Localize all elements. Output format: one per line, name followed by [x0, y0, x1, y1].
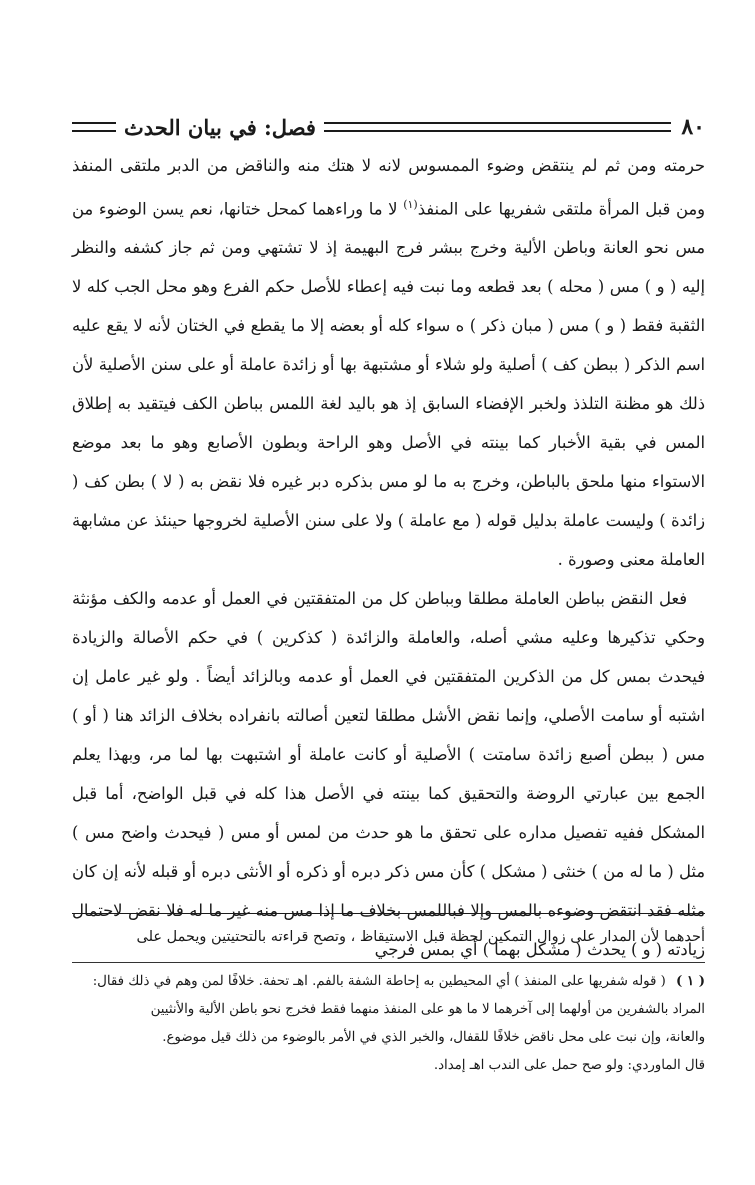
footnote-1-line-3: والعانة، وإن نبت على محل ناقض خلافًا للقفال، والخبر الذي في الأمر بالوضوء من ذلك قيل موضوع. [162, 1030, 705, 1045]
paragraph-1-line-2b: لا ما وراءهما كمحل ختانها، نعم يسن [152, 199, 404, 219]
footnote-reference[interactable]: (١) [403, 198, 418, 211]
paragraph-1-line-2a: ومن قبل المرأة ملتقى شفريها على المنفذ [417, 199, 706, 219]
page-header [72, 112, 705, 142]
chapter-title: فصل: في بيان الحدث [124, 114, 316, 140]
paragraph-1 [72, 146, 705, 579]
paragraph-1-rest: الوضوء من مس نحو العانة وباطن الألية وخرج ببشر فرج البهيمة إذ لا تشتهي ومن ثم جاز كشفه والنظر إليه ( و ) مس ( محله ) بعد قطعه وما نبت فيه إعطاء للأصل حكم الفرع وهو محل الجب كله لا الثقبة فقط ( و ) مس ( مبان ذكر ) ه سواء كله أو بعضه إلا ما يقطع في الختان لأنه لا يقع عليه اسم الذكر ( ببطن كف ) أصلية ولو شلاء أو مشتبهة بها أو زائدة عاملة أو على سنن الأصلية لأن ذلك هو مظنة التلذذ ولخبر الإفضاء السابق إذ هو باليد لغة اللمس بباطن الكف فيتقيد به إطلاق المس في بقية الأخبار كما بينته في الأصل وهو الراحة وبطون الأصابع وهو ما بعد موضع الاستواء منها ملحق بالباطن، وخرج به ما لو مس بذكره دبر غيره فلا نقض به ( لا ) بطن كف ( زائدة ) وليست عاملة بدليل قوله ( مع عاملة ) ولا على سنن الأصلية لخروجها حينئذ عن مشابهة العاملة معنى وصورة . [72, 199, 705, 570]
commentary-continuation: أحدهما لأن المدار على زوال التمكين لحظة قبل الاستيقاظ ، وتصح قراءته بالتحتيتين ويحمل على [136, 929, 705, 945]
footnotes [72, 968, 705, 1080]
header-rule-left [72, 122, 116, 132]
main-text-divider [72, 913, 705, 914]
footnote-1-line-1: ( قوله شفريها على المنفذ ) أي المحيطين به إحاطة الشفة بالفم. اهـ تحفة. خلافًا لمن وهم في ذلك فقال: [92, 974, 666, 989]
footnote-1-line-2: المراد بالشفرين من أولهما إلى آخرهما لا ما هو على المنفذ منهما فقط فخرج نحو باطن الألية والأنثيين [150, 1002, 705, 1017]
footnote-number: ( ١ ) [676, 974, 705, 989]
footnote-1 [72, 968, 705, 996]
paragraph-1-line-1: حرمته ومن ثم لم ينتقض وضوء الممسوس لانه لا هتك منه والناقض من الدبر ملتقى المنفذ [72, 156, 705, 175]
paragraph-2: فعل النقض بباطن العاملة مطلقا وبباطن كل من المتفقتين في العمل أو عدمه والكف مؤنثة وحكي تذكيرها وعليه مشي أصله، والعاملة والزائدة ( كذكرين ) في حكم الأصالة والزيادة فيحدث بمس كل من الذكرين المتفقتين في العمل أو عدمه وبالزائد أيضاً . ولو غير عامل إن اشتبه أو سامت الأصلي، وإنما نقض الأشل مطلقا لتعين أصالته بانفراده بخلاف الزائد هنا ( أو ) مس ( ببطن أصبع زائدة سامتت ) الأصلية أو كانت عاملة أو اشتبهت بها لما مر، وبهذا يعلم الجمع بين عبارتي الروضة والتحقيق كما بينته في الأصل هذا كله في قبل الواضح، أما قبل المشكل ففيه تفصيل مداره على تحقق ما هو حدث من لمس أو مس ( فيحدث واضح مس ) مثل ( ما له من ) خنثى ( مشكل ) كأن مس ذكر دبره أو ذكره أو الأنثى دبره أو قبله لأنه إن كان مثله فقد انتقض وضوءه بالمس وإلا فباللمس بخلاف ما إذا مس منه غير ما له فلا نقض لاحتمال زيادته ( و ) يحدث ( مشكل بهما ) أي بمس فرجي [72, 589, 705, 960]
main-text [72, 146, 705, 969]
footnote-1-line-4: قال الماوردي: ولو صح حمل على الندب اهـ إمداد. [433, 1058, 705, 1073]
header-rule-middle [324, 122, 649, 132]
header-rule-right [649, 122, 671, 132]
page-number: ٨٠ [681, 114, 705, 140]
footnote-divider [72, 962, 705, 963]
